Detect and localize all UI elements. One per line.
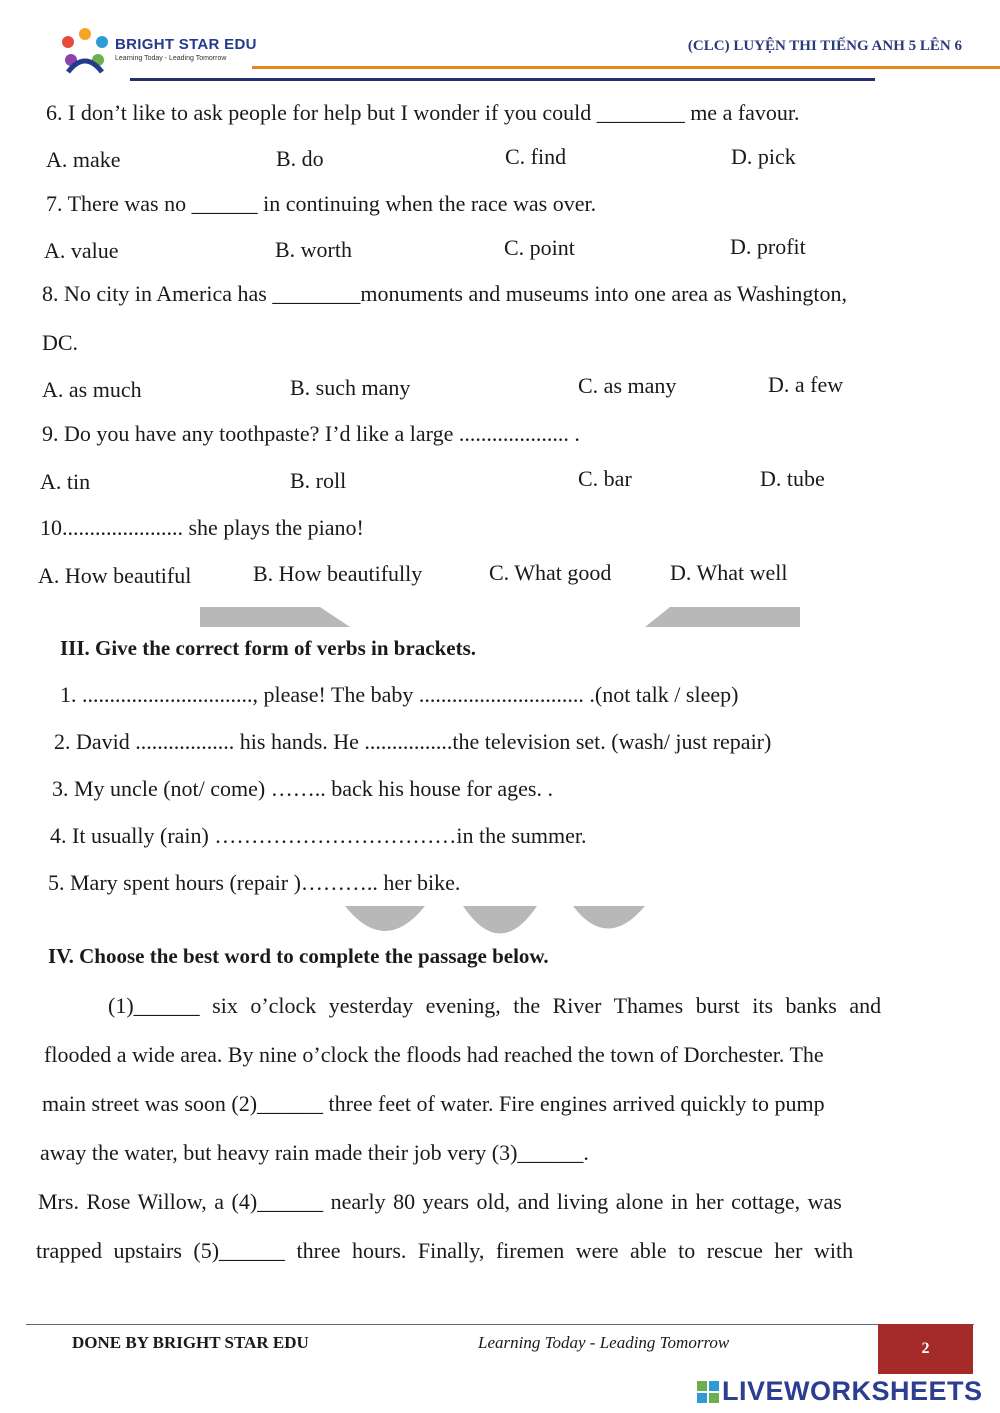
header-divider-orange: [252, 66, 1000, 69]
option: B. worth: [275, 237, 352, 262]
page-number: [878, 1324, 973, 1374]
option: A. tin: [40, 469, 91, 494]
question-stem: 9. Do you have any toothpaste? I’d like a large .................... .: [42, 421, 580, 446]
option: D. What well: [670, 560, 788, 585]
question-stem-continued: DC.: [42, 330, 79, 355]
passage-line: main street was soon (2)______ three feet of water. Fire engines arrived quickly to pump: [42, 1091, 825, 1116]
option: C. find: [505, 144, 567, 169]
option: D. pick: [731, 144, 796, 169]
question-stem: 6. I don’t like to ask people for help but I wonder if you could ________ me a favour.: [46, 100, 800, 125]
option: C. point: [504, 235, 575, 260]
bright-star-logo: [58, 26, 112, 76]
section-title: IV. Choose the best word to complete the passage below.: [48, 944, 549, 968]
passage-line: (1)______ six o’clock yesterday evening, the River Thames burst its banks and: [108, 993, 882, 1018]
exercise-item: 3. My uncle (not/ come) …….. back his house for ages. .: [52, 776, 553, 801]
section-title: III. Give the correct form of verbs in brackets.: [60, 636, 477, 660]
liveworksheets-logo-icon: [697, 1381, 719, 1403]
option: B. such many: [290, 375, 411, 400]
option: D. profit: [730, 234, 806, 259]
option: C. as many: [578, 373, 677, 398]
option: A. value: [44, 238, 119, 263]
question-stem: 8. No city in America has ________monuments and museums into one area as Washington,: [42, 281, 847, 306]
passage-line: flooded a wide area. By nine o’clock the floods had reached the town of Dorchester. The: [44, 1042, 824, 1067]
question-stem: 7. There was no ______ in continuing when the race was over.: [46, 191, 597, 216]
option: D. a few: [768, 372, 844, 397]
footer-divider: [26, 1324, 974, 1325]
option: A. How beautiful: [38, 563, 192, 588]
footer-slogan: Learning Today - Leading Tomorrow: [478, 1333, 730, 1352]
header-divider-navy: [130, 78, 875, 81]
question-stem: 10...................... she plays the piano!: [40, 515, 364, 540]
page-header-title: (CLC) LUYỆN THI TIẾNG ANH 5 LÊN 6: [687, 38, 962, 54]
option: B. roll: [290, 468, 347, 493]
option: A. as much: [42, 377, 142, 402]
exercise-item: 4. It usually (rain) ……………………………in the summer.: [50, 823, 587, 848]
section-divider-graphic: [345, 906, 650, 948]
passage-line: trapped upstairs (5)______ three hours. Finally, firemen were able to rescue her with: [36, 1238, 854, 1263]
page-number-text: 2: [921, 1340, 930, 1357]
option: A. make: [46, 147, 121, 172]
exercise-item: 2. David .................. his hands. He ................the television set. (wash/ just repair): [54, 729, 772, 754]
option: B. How beautifully: [253, 561, 423, 586]
passage-line: away the water, but heavy rain made their job very (3)______.: [40, 1140, 589, 1165]
option: B. do: [276, 146, 324, 171]
exercise-item: 1. ..............................., please! The baby .............................. .(not talk / sleep): [60, 682, 739, 707]
section-divider-graphic: [200, 607, 800, 629]
brand-tagline: Learning Today - Leading Tomorrow: [115, 55, 227, 62]
exercise-item: 5. Mary spent hours (repair )……….. her bike.: [48, 870, 461, 895]
footer-credit: DONE BY BRIGHT STAR EDU: [72, 1333, 309, 1352]
option: C. What good: [489, 560, 612, 585]
brand-name: BRIGHT STAR EDU: [115, 36, 257, 53]
passage-line: Mrs. Rose Willow, a (4)______ nearly 80 years old, and living alone in her cottage, was: [38, 1189, 842, 1214]
liveworksheets-watermark[interactable]: LIVEWORKSHEETS: [722, 1376, 983, 1406]
option: D. tube: [760, 466, 825, 491]
option: C. bar: [578, 466, 632, 491]
